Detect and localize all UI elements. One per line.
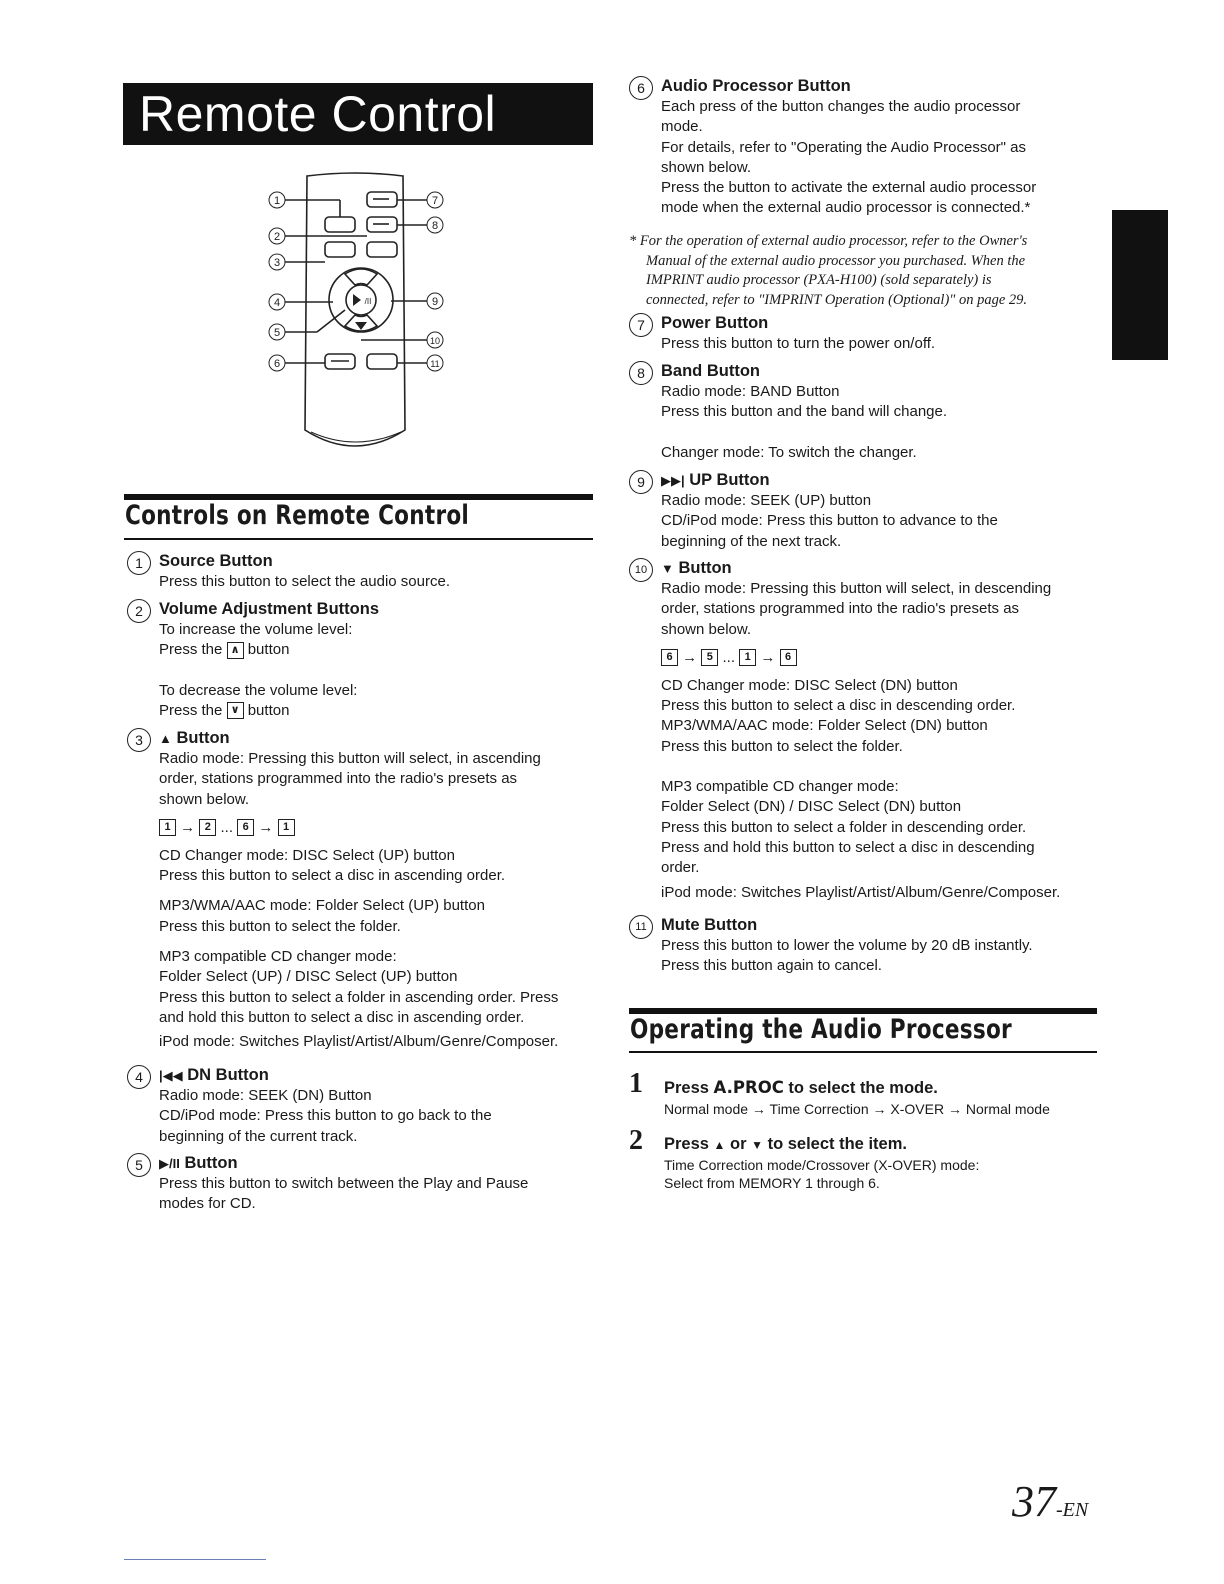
step-number: 2 xyxy=(629,1125,643,1156)
item-number: 10 xyxy=(629,558,653,582)
item-text: Press this button to select the audio source. xyxy=(159,573,450,590)
item-title: Power Button xyxy=(661,314,769,332)
callout-6: 6 xyxy=(273,358,281,370)
item-title: Band Button xyxy=(661,362,760,380)
item-up-seek-button xyxy=(629,470,1099,552)
item-text: shown below. xyxy=(159,790,250,808)
step-text: Select from MEMORY 1 through 6. xyxy=(664,1175,880,1191)
item-text: Press and hold this button to select a disc in descending xyxy=(661,838,1035,856)
item-text: beginning of the next track. xyxy=(661,532,842,550)
item-text: CD Changer mode: DISC Select (DN) button xyxy=(661,676,958,694)
item-text: Changer mode: To switch the changer. xyxy=(661,443,917,461)
item-text: Press this button to switch between the Play and Pause xyxy=(159,1175,529,1192)
item-number: 4 xyxy=(127,1065,151,1089)
item-text: MP3 compatible CD changer mode: xyxy=(159,948,397,966)
item-number: 11 xyxy=(629,915,653,939)
item-number: 1 xyxy=(127,551,151,575)
play-pause-icon: ▶/II xyxy=(159,1156,180,1171)
item-text: Press this button to select a folder in ascending order. Press xyxy=(159,988,559,1006)
item-title: ▶/II Button xyxy=(159,1154,238,1172)
item-text: and hold this button to select a disc in ascending order. xyxy=(159,1008,525,1026)
item-text: Each press of the button changes the audio processor xyxy=(661,98,1021,115)
item-audio-processor-button xyxy=(629,76,1099,219)
item-text: mode. xyxy=(661,118,703,136)
item-text: Radio mode: SEEK (DN) Button xyxy=(159,1087,372,1104)
item-text: iPod mode: Switches Playlist/Artist/Album/Genre/Composer. xyxy=(661,883,1061,901)
item-text: Press this button to select the folder. xyxy=(661,737,903,755)
item-number: 6 xyxy=(629,76,653,100)
volume-up-key: ∧ xyxy=(227,642,244,659)
item-text: mode when the external audio processor is connected.* xyxy=(661,199,1031,217)
item-title: Source Button xyxy=(159,552,273,570)
item-text: Press the ∨ button xyxy=(159,701,290,719)
item-title: Mute Button xyxy=(661,916,758,934)
item-text: beginning of the current track. xyxy=(159,1127,358,1145)
down-triangle-icon: ▼ xyxy=(661,561,674,576)
preset-sequence: 6 → 5 ... 1 → 6 xyxy=(661,648,1099,668)
callout-5: 5 xyxy=(273,327,281,339)
item-text: Radio mode: Pressing this button will select, in descending xyxy=(661,580,1052,597)
item-text: order. xyxy=(661,859,700,877)
item-text: Press this button again to cancel. xyxy=(661,957,882,975)
item-text: Press this button to select a disc in ascending order. xyxy=(159,867,506,885)
callout-9: 9 xyxy=(431,296,439,308)
item-text: shown below. xyxy=(661,158,752,176)
item-text: For details, refer to "Operating the Audio Processor" as xyxy=(661,138,1026,156)
callout-11: 11 xyxy=(430,359,440,369)
item-number: 9 xyxy=(629,470,653,494)
callout-10: 10 xyxy=(429,336,441,346)
item-text: To increase the volume level: xyxy=(159,621,353,638)
callout-1: 1 xyxy=(273,195,281,207)
skip-forward-icon: ▶▶| xyxy=(661,473,685,488)
item-up-button xyxy=(127,728,597,1053)
item-text: CD/iPod mode: Press this button to go back to the xyxy=(159,1107,492,1125)
down-triangle-icon: ▼ xyxy=(751,1138,763,1152)
item-title: Volume Adjustment Buttons xyxy=(159,600,379,618)
item-text: modes for CD. xyxy=(159,1195,256,1213)
item-text: MP3/WMA/AAC mode: Folder Select (DN) button xyxy=(661,717,988,735)
item-text: Press this button to lower the volume by 20 dB instantly. xyxy=(661,937,1033,954)
section-heading-controls: Controls on Remote Control xyxy=(125,500,470,531)
heading-rule-bottom xyxy=(629,1051,1097,1053)
callout-7: 7 xyxy=(431,195,439,207)
item-number: 5 xyxy=(127,1153,151,1177)
heading-rule-bottom xyxy=(124,538,593,540)
item-title: ▲ Button xyxy=(159,729,230,747)
callout-4: 4 xyxy=(273,297,281,309)
item-power-button xyxy=(629,313,1099,354)
item-text: Press this button to select the folder. xyxy=(159,917,401,935)
item-volume-buttons xyxy=(127,599,597,721)
item-dn-button xyxy=(127,1065,597,1147)
item-text: CD Changer mode: DISC Select (UP) button xyxy=(159,846,455,864)
step-number: 1 xyxy=(629,1068,643,1099)
step-title: Press ▲ or ▼ to select the item. xyxy=(664,1135,907,1153)
item-band-button xyxy=(629,361,1099,463)
item-mute-button xyxy=(629,915,1099,977)
step-title: Press A.PROC to select the mode. xyxy=(664,1078,938,1097)
item-title: ▼ Button xyxy=(661,559,732,577)
item-text: Radio mode: Pressing this button will select, in ascending xyxy=(159,750,541,767)
item-text: Folder Select (UP) / DISC Select (UP) button xyxy=(159,968,458,986)
item-text: Press this button and the band will change. xyxy=(661,403,948,421)
section-heading-audio-processor: Operating the Audio Processor xyxy=(630,1014,1012,1045)
step-2 xyxy=(664,1134,1104,1192)
item-play-pause-button xyxy=(127,1153,597,1215)
footnote: * For the operation of external audio processor, refer to the Owner's Manual of the external audio processor you purchased. When the IMPRINT audio processor (PXA-H100) (sold separately) is connected, refer to "IMPRINT Operation (Optional)" on page 29. xyxy=(629,233,1028,308)
step-text: Time Correction mode/Crossover (X-OVER) mode: xyxy=(664,1157,980,1173)
item-title: ▶▶| UP Button xyxy=(661,471,770,489)
item-down-button xyxy=(629,558,1099,903)
item-text: MP3/WMA/AAC mode: Folder Select (UP) button xyxy=(159,897,485,915)
item-text: Press this button to select a folder in descending order. xyxy=(661,818,1027,836)
item-text: order, stations programmed into the radio's presets as xyxy=(661,600,1020,618)
page-number: 37-EN xyxy=(1012,1477,1089,1526)
remote-control-diagram xyxy=(255,170,455,462)
up-triangle-icon: ▲ xyxy=(159,731,172,746)
item-source-button xyxy=(127,551,597,592)
item-text: order, stations programmed into the radio's presets as xyxy=(159,770,518,788)
item-text: Radio mode: BAND Button xyxy=(661,383,840,400)
preset-sequence: 1 → 2 ... 6 → 1 xyxy=(159,818,597,838)
svg-text:/II: /II xyxy=(364,297,372,306)
page-banner: Remote Control xyxy=(123,83,593,145)
item-text: MP3 compatible CD changer mode: xyxy=(661,778,899,796)
skip-back-icon: |◀◀ xyxy=(159,1068,183,1083)
item-number: 8 xyxy=(629,361,653,385)
item-text: Folder Select (DN) / DISC Select (DN) button xyxy=(661,798,962,816)
item-text: To decrease the volume level: xyxy=(159,681,358,699)
step-1 xyxy=(664,1077,1104,1119)
item-number: 2 xyxy=(127,599,151,623)
chapter-tab xyxy=(1112,210,1168,360)
up-triangle-icon: ▲ xyxy=(713,1138,726,1152)
item-number: 3 xyxy=(127,728,151,752)
item-title: Audio Processor Button xyxy=(661,77,851,95)
footer-line xyxy=(124,1559,266,1560)
item-text: iPod mode: Switches Playlist/Artist/Album/Genre/Composer. xyxy=(159,1033,559,1051)
item-number: 7 xyxy=(629,313,653,337)
item-text: shown below. xyxy=(661,620,752,638)
step-text: Normal mode → Time Correction → X-OVER → Normal mode xyxy=(664,1101,1050,1117)
volume-down-key: ∨ xyxy=(227,702,244,719)
item-text: CD/iPod mode: Press this button to advance to the xyxy=(661,512,998,530)
item-text: Radio mode: SEEK (UP) button xyxy=(661,492,872,509)
item-text: Press the ∧ button xyxy=(159,641,290,659)
item-text: Press this button to select a disc in descending order. xyxy=(661,697,1016,715)
callout-2: 2 xyxy=(273,231,281,243)
item-text: Press the button to activate the external audio processor xyxy=(661,179,1037,197)
callout-8: 8 xyxy=(431,220,439,232)
item-title: |◀◀ DN Button xyxy=(159,1066,269,1084)
callout-3: 3 xyxy=(273,257,281,269)
item-text: Press this button to turn the power on/off. xyxy=(661,335,936,352)
